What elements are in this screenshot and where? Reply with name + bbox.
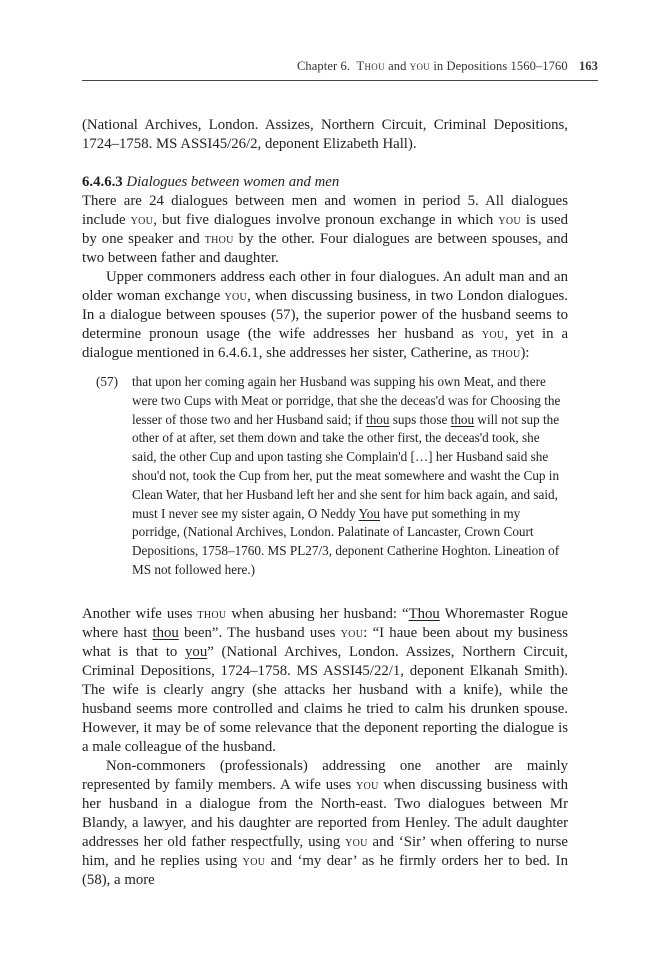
underlined-pronoun: You — [358, 505, 380, 521]
text-run: Whoremaster Rogue where hast — [82, 606, 568, 641]
underlined-pronoun: thou — [450, 411, 475, 427]
pronoun-you: you — [498, 212, 521, 228]
section-block — [82, 173, 568, 363]
section-number: 6.4.6.3 — [82, 174, 123, 190]
text-run: have put something in my porridge, (National Archives, London. Palatinate of Lancaster, Crown Court Depositions, 1758–1760. MS PL27/3, deponent Catherine Hoghton. Lineation of MS not followed here.) — [132, 505, 560, 577]
pronoun-you: you — [340, 625, 364, 641]
text-run: Upper commoners address each other in four dialogues. An adult man and an older woman exchange — [82, 269, 568, 304]
text-run: and ‘my dear’ as he firmly orders her to bed. In (58), a more — [82, 853, 568, 888]
text-run: , when discussing business, in two London dialogues. In a dialogue between spouses (57), the superior power of the husband seems to determine pronoun usage (the wife addresses her husband as — [82, 288, 568, 342]
example-text — [132, 373, 566, 580]
page-number: 163 — [578, 59, 598, 73]
body-continuation — [82, 605, 568, 890]
text-run: that upon her coming again her Husband was supping his own Meat, and there were two Cups with Meat or porridge, that she the deceas'd was for Choosing the lesser of those two and her Husband said; if — [132, 374, 561, 427]
text-run: Non-commoners (professionals) addressing one another are mainly represented by family members. A wife uses — [82, 758, 568, 793]
text-run: when abusing her husband: “ — [226, 606, 409, 622]
pronoun-you: you — [481, 326, 505, 342]
text-run: , but five dialogues involve pronoun exchange in which — [153, 212, 499, 228]
pronoun-you: you — [224, 288, 248, 304]
text-run: ” (National Archives, London. Assizes, Northern Circuit, Criminal Depositions, 1724–1758. MS ASSI45/22/1, deponent Elkanah Smith). The wife is clearly angry (she attacks her husband with a knife), while the husband seems more controlled and claims he tried to calm his drunken spouse. However, it may be of some relevance that the deponent reporting the dialogue is a male colleague of the husband. — [82, 644, 568, 755]
text-run: sups those — [389, 411, 451, 427]
header-thou: Thou — [356, 59, 385, 73]
text-run: is used by one speaker and — [82, 212, 568, 247]
paragraph-another-wife — [82, 605, 568, 757]
example-57 — [96, 373, 566, 580]
example-number: (57) — [96, 374, 118, 389]
pronoun-thou: thou — [197, 606, 227, 622]
underlined-pronoun: you — [185, 644, 208, 660]
paragraph-citation — [82, 116, 568, 154]
running-header — [82, 59, 598, 74]
header-title-rest: in Depositions 1560–1760 — [433, 59, 568, 73]
header-you: you — [409, 59, 431, 73]
header-chapter: Chapter 6. — [297, 59, 351, 73]
text-run: : “I haue been about my business what is that to — [82, 625, 569, 660]
text-run: There are 24 dialogues between men and women in period 5. All dialogues include — [82, 193, 568, 228]
text-run: ): — [520, 345, 530, 361]
text-run: been”. The husband uses — [178, 625, 341, 641]
pronoun-you: you — [345, 834, 368, 850]
section-heading — [82, 173, 568, 192]
pronoun-you: you — [130, 212, 154, 228]
text-run: when discussing business with her husband in a dialogue from the North-east. Two dialogues between Mr Blandy, a lawyer, and his daughter are reported from Henley. The adult daughter addresses her old father respectfully, using — [82, 777, 568, 850]
underlined-pronoun: thou — [152, 625, 179, 641]
text-run: by the other. Four dialogues are between spouses, and two between father and daughter. — [82, 231, 568, 266]
underlined-pronoun: thou — [366, 411, 390, 427]
header-and: and — [388, 59, 407, 73]
paragraph-non-commoners — [82, 757, 568, 890]
paragraph-upper-commoners — [82, 268, 568, 363]
pronoun-thou: thou — [204, 231, 234, 247]
paragraph-dialogues-intro — [82, 192, 568, 268]
pronoun-you: you — [356, 777, 379, 793]
pronoun-you: you — [242, 853, 266, 869]
text-run: and ‘Sir’ when offering to nurse him, and he replies using — [82, 834, 568, 869]
text-run: , yet in a dialogue mentioned in 6.4.6.1, she addresses her sister, Catherine, as — [82, 326, 569, 361]
text-run: will not sup the other of at after, set them down and take the other first, the deceas'd took, she said, the other Cup and upon tasting she Complain'd […] her Husband said she shou'd not, took the Cup from her, put the meat somewhere and washt the Cup in Clean Water, that her Husband left her and she sent for him back again, and said, must I never see my sister again, O Neddy — [132, 411, 560, 521]
header-rule — [82, 80, 598, 81]
text-run: Another wife uses — [82, 606, 198, 622]
underlined-pronoun: Thou — [408, 606, 440, 622]
section-title: Dialogues between women and men — [126, 174, 340, 190]
citation-text: (National Archives, London. Assizes, Northern Circuit, Criminal Depositions, 1724–1758. MS ASSI45/26/2, deponent Elizabeth Hall). — [82, 117, 568, 152]
pronoun-thou: thou — [491, 345, 521, 361]
